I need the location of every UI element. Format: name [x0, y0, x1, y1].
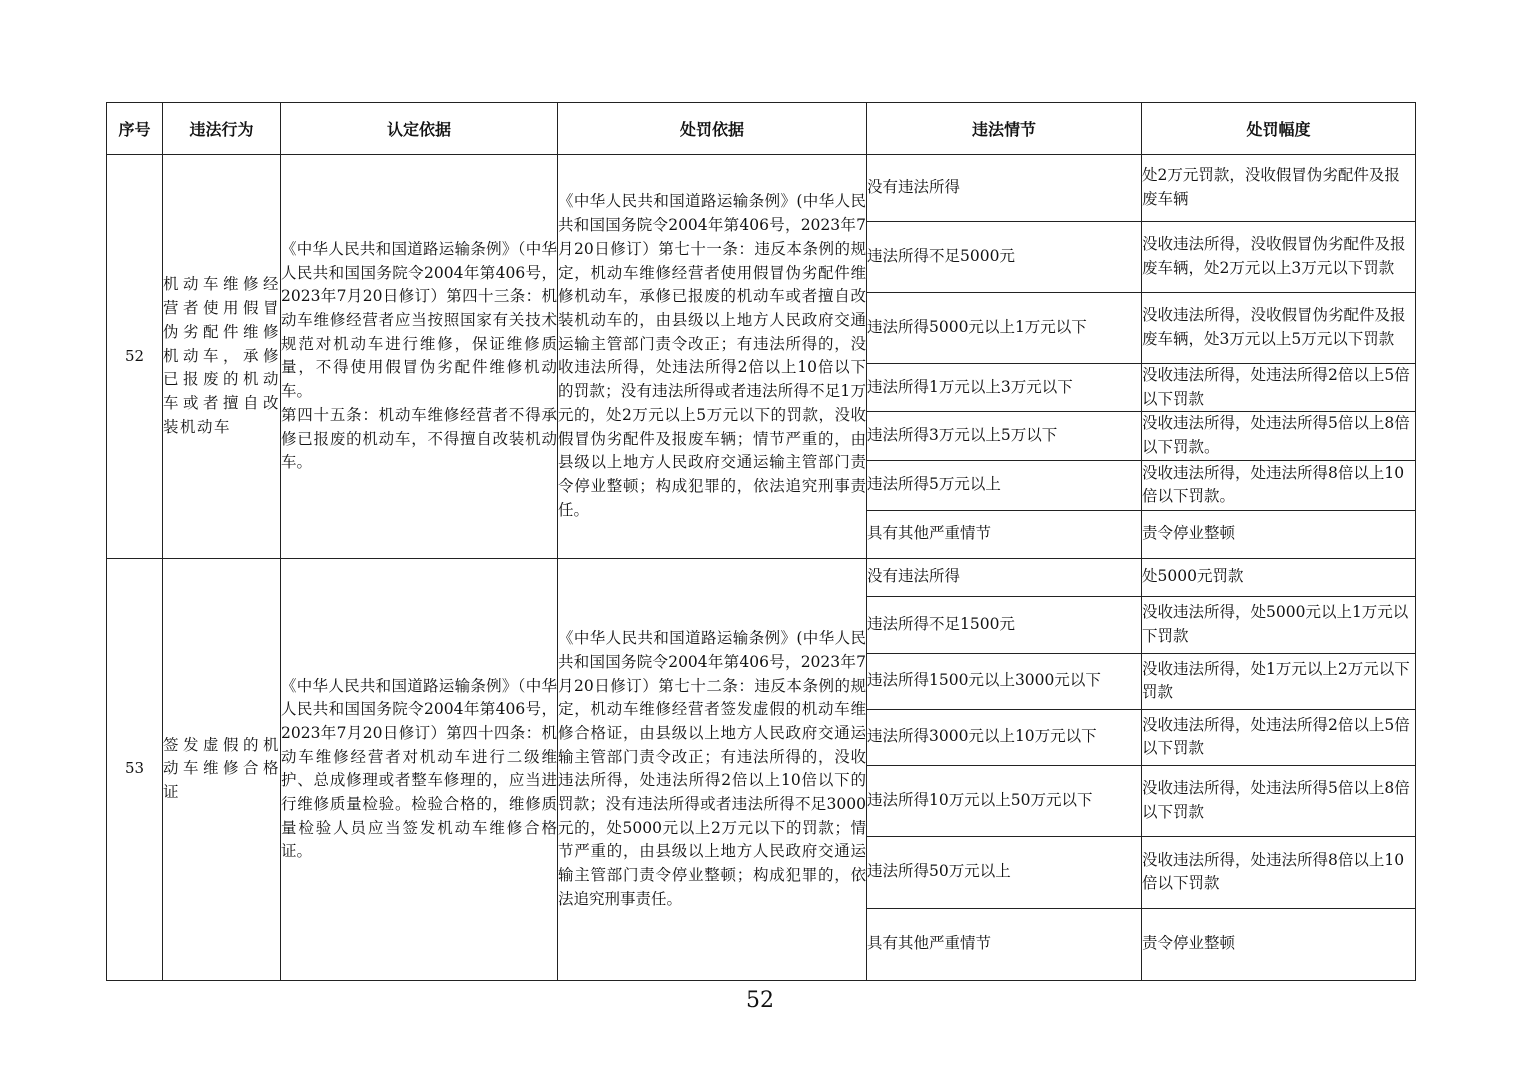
situation-cell: 违法所得3000元以上10万元以下 [867, 709, 1142, 765]
penalty-basis: 《中华人民共和国道路运输条例》(中华人民共和国国务院令2004年第406号，2023年7月20日修订）第七十一条：违反本条例的规定，机动车维修经营者使用假冒伪劣配件维修机动车，承修已报废的机动车或者擅自改装机动车的，由县级以上地方人民政府交通运输主管部门责令改正；有违法所得的，没收违法所得，处违法所得2倍以上10倍以下的罚款；没有违法所得或者违法所得不足1万元的，处2万元以上5万元以下的罚款，没收假冒伪劣配件及报废车辆；情节严重的，由县级以上地方人民政府交通运输主管部门责令停业整顿；构成犯罪的，依法追究刑事责任。 [558, 155, 867, 559]
penalty-range-cell: 没收违法所得，处违法所得2倍以上5倍以下罚款 [1142, 364, 1416, 412]
situation-cell: 具有其他严重情节 [867, 510, 1142, 558]
situation-cell: 具有其他严重情节 [867, 908, 1142, 980]
situation-cell: 违法所得不足1500元 [867, 596, 1142, 653]
penalty-range-cell: 处2万元罚款，没收假冒伪劣配件及报废车辆 [1142, 155, 1416, 222]
page-number: 52 [746, 988, 774, 1013]
determination-basis: 《中华人民共和国道路运输条例》（中华人民共和国国务院令2004年第406号，2023年7月20日修订）第四十四条：机动车维修经营者对机动车进行二级维护、总成修理或者整车修理的，应当进行维修质量检验。检验合格的，维修质量检验人员应当签发机动车维修合格证。 [281, 558, 558, 980]
penalty-range-cell: 没收违法所得，处违法所得5倍以上8倍以下罚款。 [1142, 412, 1416, 460]
penalty-table [106, 102, 1416, 981]
header-behavior: 违法行为 [163, 103, 281, 155]
penalty-range-cell: 没收违法所得，没收假冒伪劣配件及报废车辆，处3万元以上5万元以下罚款 [1142, 293, 1416, 364]
situation-cell: 违法所得10万元以上50万元以下 [867, 765, 1142, 836]
penalty-range-cell: 没收违法所得，处违法所得5倍以上8倍以下罚款 [1142, 765, 1416, 836]
situation-cell: 违法所得50万元以上 [867, 836, 1142, 908]
penalty-basis: 《中华人民共和国道路运输条例》(中华人民共和国国务院令2004年第406号，2023年7月20日修订）第七十二条：违反本条例的规定，机动车维修经营者签发虚假的机动车维修合格证，由县级以上地方人民政府交通运输主管部门责令改正；有违法所得的，没收违法所得，处违法所得2倍以上10倍以下的罚款；没有违法所得或者违法所得不足3000元的，处5000元以上2万元以下的罚款；情节严重的，由县级以上地方人民政府交通运输主管部门责令停业整顿；构成犯罪的，依法追究刑事责任。 [558, 558, 867, 980]
header-penalty-range: 处罚幅度 [1142, 103, 1416, 155]
header-seq: 序号 [107, 103, 163, 155]
violation-behavior: 机动车维修经营者使用假冒伪劣配件维修机动车，承修已报废的机动车或者擅自改装机动车 [163, 155, 281, 559]
table-header-row [107, 103, 1416, 155]
table-row [107, 155, 1416, 222]
violation-behavior: 签发虚假的机动车维修合格证 [163, 558, 281, 980]
header-situation: 违法情节 [867, 103, 1142, 155]
situation-cell: 违法所得1500元以上3000元以下 [867, 653, 1142, 709]
penalty-range-cell: 没收违法所得，处违法所得8倍以上10倍以下罚款。 [1142, 460, 1416, 510]
penalty-range-cell: 没收违法所得，处违法所得2倍以上5倍以下罚款 [1142, 709, 1416, 765]
penalty-range-cell: 没收违法所得，处1万元以上2万元以下罚款 [1142, 653, 1416, 709]
penalty-range-cell: 没收违法所得，没收假冒伪劣配件及报废车辆，处2万元以上3万元以下罚款 [1142, 222, 1416, 293]
situation-cell: 违法所得1万元以上3万元以下 [867, 364, 1142, 412]
header-penalty-basis: 处罚依据 [558, 103, 867, 155]
header-basis: 认定依据 [281, 103, 558, 155]
determination-basis: 《中华人民共和国道路运输条例》（中华人民共和国国务院令2004年第406号，2023年7月20日修订）第四十三条：机动车维修经营者应当按照国家有关技术规范对机动车进行维修，保证维修质量，不得使用假冒伪劣配件维修机动车。 第四十五条：机动车维修经营者不得承修已报废的机动车，不得擅自改装机动车。 [281, 155, 558, 559]
table-row [107, 558, 1416, 596]
situation-cell: 没有违法所得 [867, 155, 1142, 222]
penalty-range-cell: 责令停业整顿 [1142, 908, 1416, 980]
item-number: 52 [107, 155, 163, 559]
situation-cell: 违法所得不足5000元 [867, 222, 1142, 293]
situation-cell: 违法所得3万元以上5万以下 [867, 412, 1142, 460]
penalty-range-cell: 责令停业整顿 [1142, 510, 1416, 558]
situation-cell: 违法所得5万元以上 [867, 460, 1142, 510]
situation-cell: 没有违法所得 [867, 558, 1142, 596]
penalty-range-cell: 处5000元罚款 [1142, 558, 1416, 596]
penalty-range-cell: 没收违法所得，处违法所得8倍以上10倍以下罚款 [1142, 836, 1416, 908]
item-number: 53 [107, 558, 163, 980]
penalty-range-cell: 没收违法所得，处5000元以上1万元以下罚款 [1142, 596, 1416, 653]
situation-cell: 违法所得5000元以上1万元以下 [867, 293, 1142, 364]
